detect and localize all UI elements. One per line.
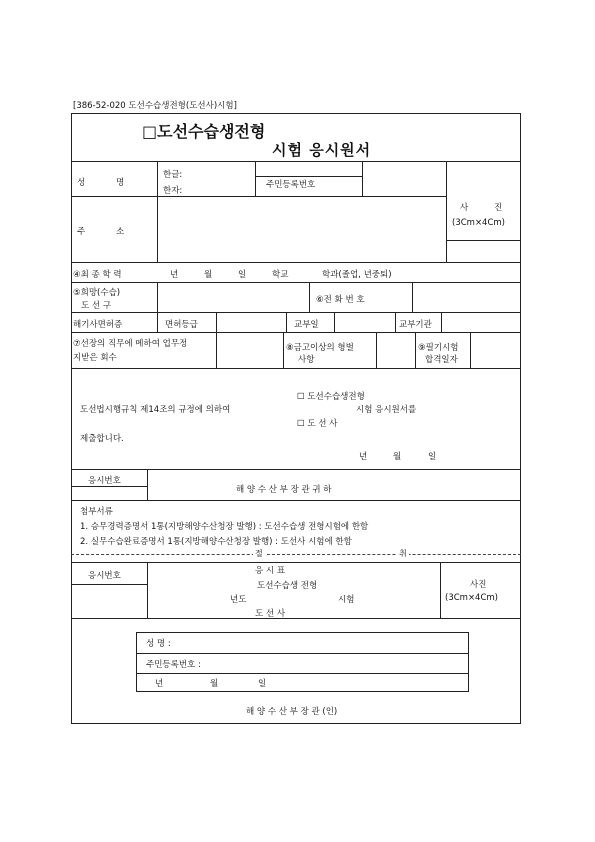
vrule-license-1 <box>157 312 158 332</box>
rule-below-address <box>71 262 520 263</box>
education-year: 년 <box>170 270 179 280</box>
rule-below-title <box>71 161 520 162</box>
desired-label-1: ⑤희망(수습) <box>73 288 121 298</box>
attachments-heading: 첨부서류 <box>80 507 113 517</box>
ticket-name-label: 성 명 : <box>146 639 171 649</box>
cut-line <box>71 554 521 555</box>
rule-below-name <box>71 196 446 197</box>
education-label: ④최 종 학 력 <box>73 270 122 280</box>
ticket-vrule-2 <box>440 562 441 618</box>
option-pilot[interactable]: ☐ 도 선 사 <box>297 419 338 429</box>
declaration-basis: 도선법시행규칙 제14조의 규정에 의하여 <box>80 405 231 415</box>
license-issuer-label: 교부기관 <box>399 320 432 330</box>
ticket-line3: 도 선 사 <box>255 609 286 619</box>
ticket-rule-below-header <box>71 618 520 619</box>
education-month: 월 <box>204 270 213 280</box>
vrule-desired-3 <box>412 282 413 312</box>
vrule-license-6 <box>441 312 442 332</box>
address-label-b: 소 <box>116 227 125 237</box>
ticket-title: 응 시 표 <box>255 566 286 576</box>
declaration-submit: 제출합니다. <box>80 434 124 444</box>
title-line2: 시험 응시원서 <box>272 141 372 159</box>
declaration-year: 년 <box>359 452 368 462</box>
phone-label: ⑥전 화 번 호 <box>316 295 365 305</box>
education-dept: 학과(졸업, 년중퇴) <box>322 270 392 280</box>
ticket-year: 년 <box>155 679 164 689</box>
vrule-career-3 <box>376 332 377 368</box>
vrule-career-4 <box>415 332 416 368</box>
rule-below-desired <box>71 312 520 313</box>
ticket-month: 월 <box>210 679 219 689</box>
title-line1: □도선수습생전형 <box>142 122 266 141</box>
education-school: 학교 <box>272 270 289 280</box>
ticket-line1: 도선수습생 전형 <box>257 581 318 591</box>
vrule-photo-col <box>446 161 447 262</box>
education-day: 일 <box>238 270 247 280</box>
vrule-career-1 <box>216 332 217 368</box>
ticket-inner-top <box>136 632 469 633</box>
vrule-examno <box>147 469 148 500</box>
ticket-exam-label: 시험 <box>338 595 355 605</box>
rule-below-addressee <box>71 500 520 501</box>
name-label-a: 성 <box>77 178 86 188</box>
frame-bottom <box>71 723 521 724</box>
ticket-vrule-1 <box>147 562 148 618</box>
exam-pass-label-1: ⑨필기시험 <box>418 343 459 353</box>
license-grade-label: 면허등급 <box>165 320 198 330</box>
ticket-inner-bottom <box>136 691 469 692</box>
rule-name-inner <box>255 176 362 177</box>
rule-below-career <box>71 368 520 369</box>
ticket-examno-inner <box>71 584 147 585</box>
photo-size: (3Cm×4Cm) <box>452 218 506 228</box>
cut-label-right: 취 <box>399 549 407 558</box>
vrule-desired-2 <box>309 282 310 312</box>
desired-label-2: 도 선 구 <box>81 301 112 311</box>
license-issue-date-label: 교부일 <box>294 320 319 330</box>
ticket-top <box>71 562 520 563</box>
ticket-inner-rule-2 <box>136 673 469 674</box>
ticket-inner-right <box>468 632 469 692</box>
hanja-name-label: 한자: <box>163 186 183 196</box>
ticket-issuer: 해 양 수 산 부 장 관 (인) <box>246 707 338 717</box>
addressee: 해 양 수 산 부 장 관 귀 하 <box>236 485 332 495</box>
frame-top <box>71 113 521 114</box>
declaration-month: 월 <box>393 452 402 462</box>
photo-label-b: 진 <box>494 203 503 213</box>
exam-pass-label-2: 합격일자 <box>425 355 458 365</box>
vrule-license-2 <box>216 312 217 332</box>
declaration-day: 일 <box>428 452 437 462</box>
ticket-year-label: 년도 <box>230 595 247 605</box>
exam-number-label: 응시번호 <box>88 476 121 486</box>
rule-below-declaration <box>71 469 520 470</box>
cut-label-left: 절 <box>255 549 263 558</box>
frame-right <box>520 113 521 724</box>
career-label-2: 지받은 회수 <box>73 353 117 363</box>
attachment-item-2: 2. 실무수습완료증명서 1통(지방해양수산청장 발행) : 도선사 시험에 한함 <box>80 537 352 547</box>
rule-examno-inner <box>71 486 147 487</box>
frame-left <box>71 113 72 724</box>
ticket-exam-number-label: 응시번호 <box>88 571 121 581</box>
vrule-career-2 <box>283 332 284 368</box>
ticket-day: 일 <box>258 679 267 689</box>
ticket-inner-rule-1 <box>136 653 469 654</box>
vrule-license-5 <box>395 312 396 332</box>
ticket-resident-label: 주민등록번호 : <box>146 660 201 670</box>
name-label-b: 명 <box>116 178 125 188</box>
vrule-license-3 <box>286 312 287 332</box>
vrule-license-4 <box>334 312 335 332</box>
address-label-a: 주 <box>77 227 86 237</box>
ticket-photo-label: 사진 <box>470 580 487 590</box>
career-label-1: ⑦선장의 직무에 메하여 업무정 <box>73 339 188 349</box>
photo-label-a: 사 <box>460 203 469 213</box>
option-trainee-suffix: 시험 응시원서를 <box>356 405 417 415</box>
license-label: 해기사면허증 <box>73 320 123 330</box>
vrule-name-1 <box>255 161 256 196</box>
resident-number-label: 주민등록번호 <box>266 180 316 190</box>
ticket-photo-size: (3Cm×4Cm) <box>445 593 499 603</box>
rule-below-education <box>71 282 520 283</box>
penalty-label-1: ⑧금고이상의 형벌 <box>286 343 354 353</box>
form-code: [386-52-020 도선수습생전형(도선사)시험] <box>73 101 237 111</box>
ticket-inner-left <box>136 632 137 692</box>
rule-below-license <box>71 332 520 333</box>
attachment-item-1: 1. 승무경력증명서 1통(지방해양수산청장 발행) : 도선수습생 전형시험에 한함 <box>80 522 369 532</box>
vrule-career-5 <box>470 332 471 368</box>
vrule-label-col <box>157 161 158 262</box>
penalty-label-2: 사항 <box>298 355 315 365</box>
option-trainee[interactable]: ☐ 도선수습생전형 <box>297 392 365 402</box>
rule-photo-bottom <box>446 240 520 241</box>
vrule-name-2 <box>362 161 363 196</box>
vrule-desired-1 <box>157 282 158 312</box>
korean-name-label: 한글: <box>163 170 183 180</box>
